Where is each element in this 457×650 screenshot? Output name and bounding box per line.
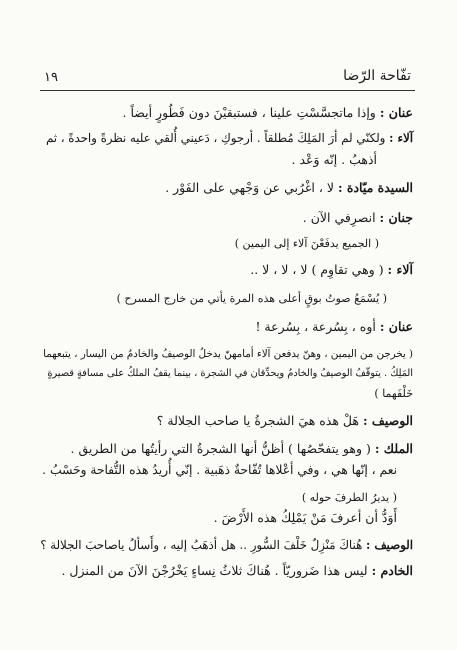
line-text: أذهبُ . إنّه وَعْد . xyxy=(291,152,377,167)
dialogue-line xyxy=(71,441,413,457)
line-text: ( يُسْمَعُ صوتُ بوقٍ أعلى هذه المرة يأتي من خارج المسرح ) xyxy=(116,292,387,305)
line-text: ( وهو يتفحّصُها ) أظنُّ أنها الشجرةُ التي رأيتُها من الطريق . xyxy=(70,441,375,456)
line-text: أَوَدُّ أن أعرفَ مَنْ يَمْلِكُ هذه الأَرْضَ . xyxy=(213,510,397,525)
dialogue-line xyxy=(46,130,413,146)
speaker-name: الخادم : xyxy=(371,563,413,578)
page-title: تفّاحة الرّضا xyxy=(343,68,411,84)
dialogue-line xyxy=(42,462,397,478)
line-text: هَلْ هذه هيَ الشجرةُ يا صاحب الجلالة ؟ xyxy=(156,413,363,428)
speaker-name: عنان : xyxy=(379,319,413,334)
stage-direction xyxy=(47,366,413,382)
speaker-name: الوصيف : xyxy=(362,413,413,428)
page-number: ١٩ xyxy=(44,70,58,85)
header-rule xyxy=(40,90,415,91)
line-text: وإذا ماتجسَّسْتِ علينا ، فستبقيْنَ دون فَطُورٍ أيضاً . xyxy=(122,105,380,120)
line-text: انصرِفي الآن . xyxy=(302,210,380,225)
line-text: ولكنّي لم أرَ المَلِكَ مُطلقاً . أرجوكِ ، دَعيني أُلقي عليه نظرةً واحدةً ، ثم xyxy=(45,131,390,145)
dialogue-line xyxy=(292,152,377,168)
stage-direction xyxy=(374,386,413,402)
speaker-name: الوصيف : xyxy=(365,538,413,552)
dialogue-line xyxy=(123,105,413,121)
stage-direction xyxy=(43,346,413,362)
line-text: أوه ، بِسُرعة ، بِسُرعة ! xyxy=(255,319,380,334)
line-text: لا ، اغْرُبي عن وَجْهي على الفَوْر . xyxy=(165,180,338,195)
stage-direction xyxy=(235,236,379,252)
dialogue-line xyxy=(303,210,413,226)
dialogue-line xyxy=(250,262,413,278)
speaker-name: آلاء : xyxy=(389,131,413,145)
speaker-name: آلاء : xyxy=(387,262,413,277)
speaker-name: جنان : xyxy=(379,210,413,225)
line-text: هُناكَ مَنْزِلٌ خَلْفَ السُّورِ .. هل أذهَبُ إليه ، وأَسألُ ياصاحبَ الجلالة ؟ xyxy=(40,538,366,552)
line-text: نعم ، إنّها هي ، وفي أعْلاها تُفّاحةٌ ذهَبية . إنّي أُريدُ هذه التُّفاحة وحَسْبُ . xyxy=(42,463,397,477)
speaker-name: عنان : xyxy=(379,105,413,120)
line-text: ( يخرجن من اليمين ، وهنّ يدفعن آلاء أمامهنّ يدخلُ الوصيفُ والخادمُ من اليسار ، يتبعهما xyxy=(43,348,413,360)
line-text: ( يديرُ الطرفَ حوله ) xyxy=(301,491,397,504)
stage-direction xyxy=(117,291,387,307)
speaker-name: السيدة ميّادة : xyxy=(337,180,413,195)
dialogue-line xyxy=(165,180,413,196)
line-text: خَلْفَهما ) xyxy=(374,387,413,400)
stage-direction xyxy=(302,490,397,506)
line-text: ليس هذا ضَروريّاً . هُناكَ ثلاثُ نِساءٍ يَخْرُجْنَ الآنَ من المنزل . xyxy=(61,563,372,578)
page-header xyxy=(44,68,411,88)
dialogue-line xyxy=(61,563,413,579)
dialogue-line xyxy=(214,510,397,526)
dialogue-line xyxy=(157,413,413,429)
line-text: ( الجميع يدفَعْنَ آلاء إلى اليمين ) xyxy=(234,237,379,250)
dialogue-line xyxy=(40,537,413,553)
line-text: ( وهي تقاوِم ) لا ، لا ، لا .. xyxy=(250,262,388,277)
line-text: المَلِكُ . يتوقّفُ الوصيفُ والخادمُ ويحدِّقان في الشجرة ، بينما يقفُ الملكُ على مسافةٍ قصيرةٍ xyxy=(47,368,413,379)
speaker-name: الملك : xyxy=(374,441,413,456)
dialogue-line xyxy=(255,319,413,335)
